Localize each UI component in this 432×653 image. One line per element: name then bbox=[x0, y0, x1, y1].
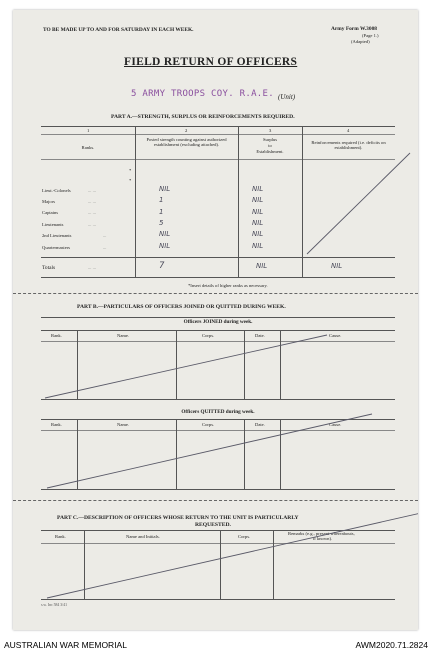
joined-cancel-stroke bbox=[45, 335, 327, 398]
quitted-cancel-stroke bbox=[47, 414, 372, 488]
joined-col-cause: Cause. bbox=[329, 333, 342, 338]
rank-row-label: Lieutenants bbox=[42, 222, 64, 227]
joined-col-date: Date. bbox=[255, 333, 265, 338]
header-ranks: Ranks. bbox=[81, 145, 95, 150]
rank-row-label: Majors bbox=[42, 199, 56, 204]
joined-col-rank: Rank. bbox=[51, 333, 62, 338]
adapted-note: (Adapted) bbox=[351, 39, 370, 44]
header-reinforcements: Reinforcements required (i.e. deficits on establishment). bbox=[311, 140, 386, 151]
quitted-col-rank: Rank. bbox=[51, 422, 62, 427]
joined-col-corps: Corps. bbox=[202, 333, 215, 338]
totals-posted: 7 bbox=[159, 261, 165, 271]
surplus-value: NIL bbox=[252, 219, 264, 227]
partc-col-rank: Rank. bbox=[55, 534, 66, 539]
totals-reinforcements: NIL bbox=[331, 262, 343, 270]
part-a-heading: PART A.—STRENGTH, SURPLUS OR REINFORCEMENTS REQUIRED. bbox=[111, 114, 295, 120]
header-surplus-3: Establishment. bbox=[256, 149, 284, 154]
joined-title: Officers JOINED during week. bbox=[183, 319, 253, 325]
quitted-col-corps: Corps. bbox=[202, 422, 215, 427]
rank-row-label: Lieut.-Colonels bbox=[42, 188, 71, 193]
col-number-2: 2 bbox=[185, 128, 188, 133]
posted-value: NIL bbox=[159, 242, 171, 250]
quitted-title: Officers QUITTED during week. bbox=[181, 409, 255, 415]
part-c-cancel-stroke bbox=[47, 513, 418, 598]
part-a-cancel-stroke bbox=[307, 153, 410, 254]
part-b-heading: PART B.—PARTICULARS OF OFFICERS JOINED OR QUITTED DURING WEEK. bbox=[77, 304, 286, 310]
totals-surplus: NIL bbox=[256, 262, 268, 270]
archive-footer bbox=[0, 636, 432, 653]
posted-value: NIL bbox=[159, 185, 171, 193]
rank-row-label: Captains bbox=[42, 210, 59, 215]
joined-col-name: Name. bbox=[117, 333, 130, 338]
part-a-footnote: *Insert details of higher ranks as necessary. bbox=[188, 283, 268, 288]
cancellation-strokes bbox=[13, 10, 418, 630]
col-number-3: 3 bbox=[269, 128, 272, 133]
surplus-value: NIL bbox=[252, 196, 264, 204]
form-sheet: TO BE MADE UP TO AND FOR SATURDAY IN EACH WEEK. Army Form W.3008 (Page 1.) (Adapted) FIELD RETURN OF OFFICERS 5 ARMY TROOPS COY. R.A.E. (Unit) PART A.—STRENGTH, SURPLUS OR REINFORCEMENTS REQUIRED. 1 2 3 4 Ranks. Posted strength counting against authorized establishment (excluding attached). Surplus to Establishment. Reinforcements required (i.e. deficits on establishment). * * Lieut.-Colonels Majors Captains Lieutenants 2nd Lieutenants Quartermasters ... ... ... ... ... ... ... ... ... ... NIL 1 1 5 NIL NIL NIL NIL NIL NIL NIL NIL Totals ... ... 7 NIL NIL *Insert details of higher ranks as necessary. PART B.—PARTICULARS OF OFFICERS JOINED OR QUITTED DURING WEEK. Officers JOINED during week. Rank. Name. Corps. Date. Cause. Officers QUITTED during week. Rank. Name. Corps. Date. Cause. PART C.—DESCRIPTION OF OFFICERS WHOSE RETURN TO THE UNIT IS PARTICULARLY REQUESTED. Rank. Name and Initials. Corps. Remarks (e.g., present whereabouts, if known). s.w. Inc 584 3/41 bbox=[13, 10, 418, 630]
partc-col-corps: Corps. bbox=[238, 534, 251, 539]
posted-value: NIL bbox=[159, 230, 171, 238]
rank-row-label: 2nd Lieutenants bbox=[42, 233, 72, 238]
instruction-line: TO BE MADE UP TO AND FOR SATURDAY IN EACH WEEK. bbox=[43, 27, 194, 33]
rank-row-label: Quartermasters bbox=[42, 245, 71, 250]
posted-value: 5 bbox=[159, 219, 164, 227]
quitted-col-date: Date. bbox=[255, 422, 265, 427]
col-number-4: 4 bbox=[347, 128, 350, 133]
header-surplus-2: to bbox=[268, 143, 272, 148]
unit-stamp: 5 ARMY TROOPS COY. R.A.E. bbox=[131, 89, 274, 99]
print-code: s.w. Inc 584 3/41 bbox=[41, 603, 68, 607]
posted-value: 1 bbox=[159, 196, 164, 204]
form-number: Army Form W.3008 bbox=[331, 26, 377, 32]
part-c-heading-2: REQUESTED. bbox=[195, 522, 231, 528]
quitted-col-name: Name. bbox=[117, 422, 130, 427]
surplus-value: NIL bbox=[252, 208, 264, 216]
col-number-1: 1 bbox=[87, 128, 90, 133]
part-c-heading-1: PART C.—DESCRIPTION OF OFFICERS WHOSE RETURN TO THE UNIT IS PARTICULARLY bbox=[57, 515, 299, 521]
header-posted: Posted strength counting against authorized establishment (excluding attached). bbox=[146, 137, 227, 148]
surplus-value: NIL bbox=[252, 185, 264, 193]
unit-label: (Unit) bbox=[278, 93, 296, 101]
page-note: (Page 1.) bbox=[362, 33, 379, 38]
posted-value: 1 bbox=[159, 208, 164, 216]
partc-col-name: Name and Initials. bbox=[126, 534, 160, 539]
quitted-col-cause: Cause. bbox=[329, 422, 342, 427]
totals-label: Totals bbox=[42, 265, 56, 271]
partc-remarks-2: if known). bbox=[313, 536, 333, 541]
footer-institution: AUSTRALIAN WAR MEMORIAL bbox=[4, 640, 127, 650]
partc-remarks-1: Remarks (e.g., present whereabouts, bbox=[288, 531, 355, 536]
surplus-value: NIL bbox=[252, 242, 264, 250]
footer-accession: AWM2020.71.2824 bbox=[355, 640, 428, 650]
header-surplus-1: Surplus bbox=[262, 137, 278, 142]
surplus-value: NIL bbox=[252, 230, 264, 238]
page-title: FIELD RETURN OF OFFICERS bbox=[124, 56, 298, 68]
